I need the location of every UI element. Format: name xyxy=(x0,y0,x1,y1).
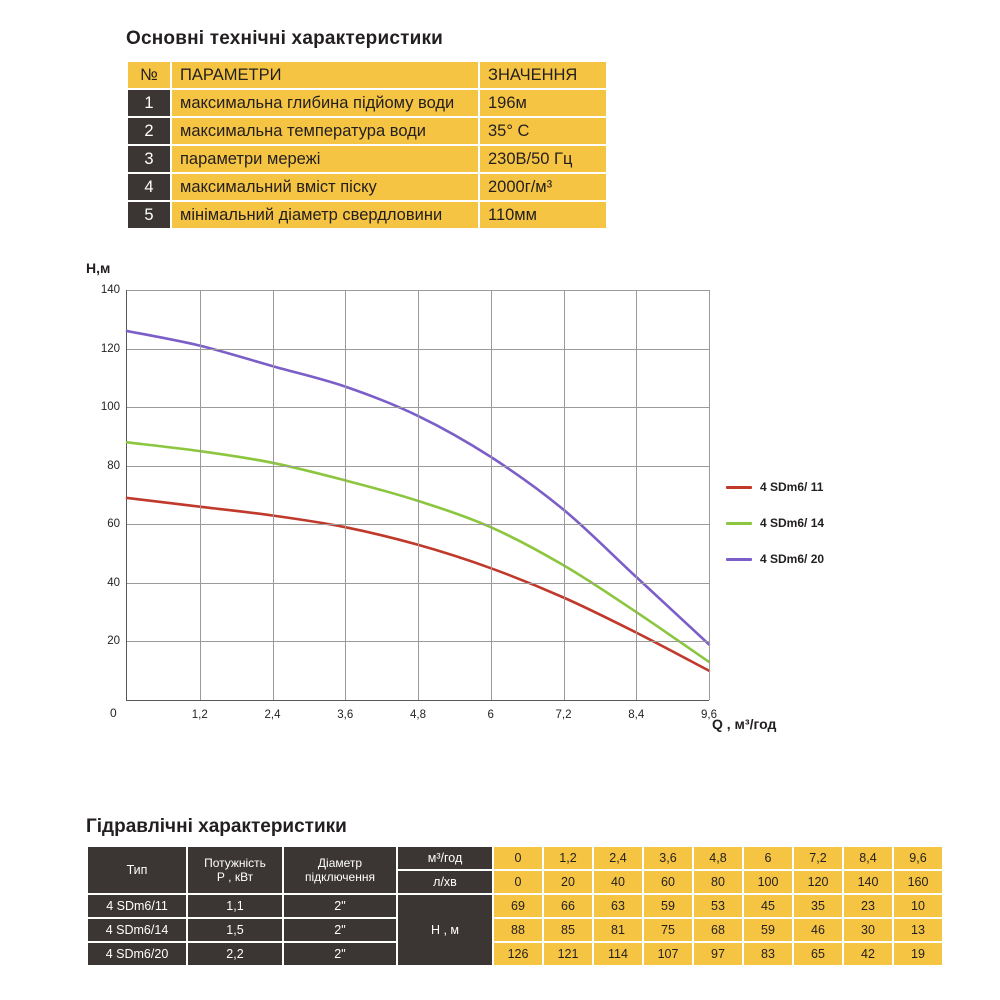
legend-item xyxy=(726,480,824,494)
head-value: 30 xyxy=(844,919,892,941)
head-value: 63 xyxy=(594,895,642,917)
legend-label: 4 SDm6/ 14 xyxy=(760,516,825,530)
legend-label: 4 SDm6/ 20 xyxy=(760,552,825,566)
y-axis-tick: 120 xyxy=(100,342,120,355)
head-value: 81 xyxy=(594,919,642,941)
pump-diameter: 2" xyxy=(284,895,396,917)
hyd-header-lmin-unit: л/хв xyxy=(398,871,492,893)
grid-line-vertical xyxy=(491,290,492,700)
y-axis-tick: 100 xyxy=(100,401,120,414)
spec-header-value: ЗНАЧЕННЯ xyxy=(480,62,606,88)
grid-line-vertical xyxy=(636,290,637,700)
spec-row-param: параметри мережі xyxy=(172,146,478,172)
spec-row-value: 35° С xyxy=(480,118,606,144)
pump-type: 4 SDm6/20 xyxy=(88,943,186,965)
spec-header-number: № xyxy=(128,62,170,88)
hyd-header-head-unit: Н , м xyxy=(398,895,492,965)
pump-diameter: 2" xyxy=(284,943,396,965)
y-axis-label: H,м xyxy=(86,260,111,276)
grid-line-horizontal xyxy=(127,290,709,291)
head-value: 23 xyxy=(844,895,892,917)
head-value: 35 xyxy=(794,895,842,917)
head-value: 121 xyxy=(544,943,592,965)
flow-value: 0 xyxy=(494,847,542,869)
pump-curve-chart xyxy=(0,250,1000,770)
flow-value: 3,6 xyxy=(644,847,692,869)
head-value: 114 xyxy=(594,943,642,965)
x-axis-tick: 8,4 xyxy=(628,709,645,721)
grid-line-vertical xyxy=(345,290,346,700)
pump-power: 1,5 xyxy=(188,919,282,941)
spec-row-number: 3 xyxy=(128,146,170,172)
hydraulic-table xyxy=(86,845,944,967)
flow-value: 8,4 xyxy=(844,847,892,869)
flow-value: 2,4 xyxy=(594,847,642,869)
spec-row-number: 1 xyxy=(128,90,170,116)
lmin-value: 120 xyxy=(794,871,842,893)
head-value: 107 xyxy=(644,943,692,965)
grid-line-horizontal xyxy=(127,641,709,642)
lmin-value: 20 xyxy=(544,871,592,893)
head-value: 85 xyxy=(544,919,592,941)
spec-row-value: 196м xyxy=(480,90,606,116)
head-value: 88 xyxy=(494,919,542,941)
spec-row-value: 230В/50 Гц xyxy=(480,146,606,172)
table-header-row xyxy=(128,62,606,88)
pump-diameter: 2" xyxy=(284,919,396,941)
flow-value: 9,6 xyxy=(894,847,942,869)
y-axis-tick: 80 xyxy=(107,459,120,472)
hyd-header-diameter: Діаметр підключення xyxy=(284,847,396,893)
lmin-value: 80 xyxy=(694,871,742,893)
lmin-value: 140 xyxy=(844,871,892,893)
pump-power: 1,1 xyxy=(188,895,282,917)
grid-line-vertical xyxy=(564,290,565,700)
x-axis-label: Q , м³/год xyxy=(712,716,777,732)
lmin-value: 60 xyxy=(644,871,692,893)
table-row xyxy=(88,919,942,941)
grid-line-horizontal xyxy=(127,524,709,525)
grid-line-horizontal xyxy=(127,407,709,408)
y-axis-tick: 40 xyxy=(107,576,120,589)
head-value: 42 xyxy=(844,943,892,965)
y-axis-tick: 60 xyxy=(107,518,120,531)
spec-row-param: максимальна глибина підйому води xyxy=(172,90,478,116)
head-value: 59 xyxy=(744,919,792,941)
legend-item xyxy=(726,552,824,566)
lmin-value: 0 xyxy=(494,871,542,893)
lmin-value: 40 xyxy=(594,871,642,893)
head-value: 97 xyxy=(694,943,742,965)
pump-type: 4 SDm6/11 xyxy=(88,895,186,917)
x-axis-tick: 1,2 xyxy=(191,709,208,721)
legend-swatch xyxy=(726,558,752,561)
head-value: 53 xyxy=(694,895,742,917)
flow-value: 4,8 xyxy=(694,847,742,869)
flow-value: 1,2 xyxy=(544,847,592,869)
head-value: 68 xyxy=(694,919,742,941)
pump-type: 4 SDm6/14 xyxy=(88,919,186,941)
head-value: 45 xyxy=(744,895,792,917)
head-value: 66 xyxy=(544,895,592,917)
spec-row-number: 4 xyxy=(128,174,170,200)
head-value: 46 xyxy=(794,919,842,941)
hyd-header-type: Тип xyxy=(88,847,186,893)
head-value: 126 xyxy=(494,943,542,965)
grid-line-vertical xyxy=(418,290,419,700)
grid-line-horizontal xyxy=(127,466,709,467)
spec-row-param: максимальний вміст піску xyxy=(172,174,478,200)
spec-table xyxy=(126,60,608,230)
head-value: 13 xyxy=(894,919,942,941)
head-value: 75 xyxy=(644,919,692,941)
y-axis-tick: 140 xyxy=(100,284,120,296)
x-axis-tick: 4,8 xyxy=(410,709,426,721)
legend-item xyxy=(726,516,824,530)
chart-legend xyxy=(726,480,824,588)
spec-table-title: Основні технічні характеристики xyxy=(126,28,444,49)
head-value: 59 xyxy=(644,895,692,917)
legend-swatch xyxy=(726,522,752,525)
head-value: 65 xyxy=(794,943,842,965)
hydraulic-table-title: Гідравлічні характеристики xyxy=(86,816,347,837)
grid-line-vertical xyxy=(273,290,274,700)
x-axis-origin-label: 0 xyxy=(110,706,117,720)
table-row xyxy=(88,895,942,917)
x-axis-tick: 6 xyxy=(487,709,494,721)
lmin-value: 100 xyxy=(744,871,792,893)
head-value: 19 xyxy=(894,943,942,965)
hyd-header-power: Потужність Р , кВт xyxy=(188,847,282,893)
grid-line-vertical xyxy=(709,290,710,700)
grid-line-horizontal xyxy=(127,583,709,584)
table-row xyxy=(128,146,606,172)
spec-row-param: мінімальний діаметр свердловини xyxy=(172,202,478,228)
chart-plot-area xyxy=(100,284,717,721)
pump-power: 2,2 xyxy=(188,943,282,965)
flow-value: 6 xyxy=(744,847,792,869)
x-axis-tick: 3,6 xyxy=(337,709,354,721)
table-header-row xyxy=(88,847,942,869)
spec-row-number: 2 xyxy=(128,118,170,144)
lmin-value: 160 xyxy=(894,871,942,893)
spec-row-number: 5 xyxy=(128,202,170,228)
head-value: 10 xyxy=(894,895,942,917)
head-value: 83 xyxy=(744,943,792,965)
x-axis-tick: 2,4 xyxy=(264,709,281,721)
spec-row-value: 110мм xyxy=(480,202,606,228)
table-row xyxy=(128,202,606,228)
spec-row-value: 2000г/м³ xyxy=(480,174,606,200)
table-row xyxy=(128,174,606,200)
x-axis-tick: 9,6 xyxy=(701,709,717,721)
table-row xyxy=(88,943,942,965)
flow-value: 7,2 xyxy=(794,847,842,869)
hyd-header-flow-unit: м³/год xyxy=(398,847,492,869)
legend-swatch xyxy=(726,486,752,489)
grid-line-horizontal xyxy=(127,349,709,350)
x-axis-tick: 7,2 xyxy=(555,709,572,721)
table-row xyxy=(128,90,606,116)
legend-label: 4 SDm6/ 11 xyxy=(760,480,824,494)
y-axis-tick: 20 xyxy=(107,635,120,648)
spec-header-param: ПАРАМЕТРИ xyxy=(172,62,478,88)
grid-line-vertical xyxy=(200,290,201,700)
spec-row-param: максимальна температура води xyxy=(172,118,478,144)
table-row xyxy=(128,118,606,144)
head-value: 69 xyxy=(494,895,542,917)
